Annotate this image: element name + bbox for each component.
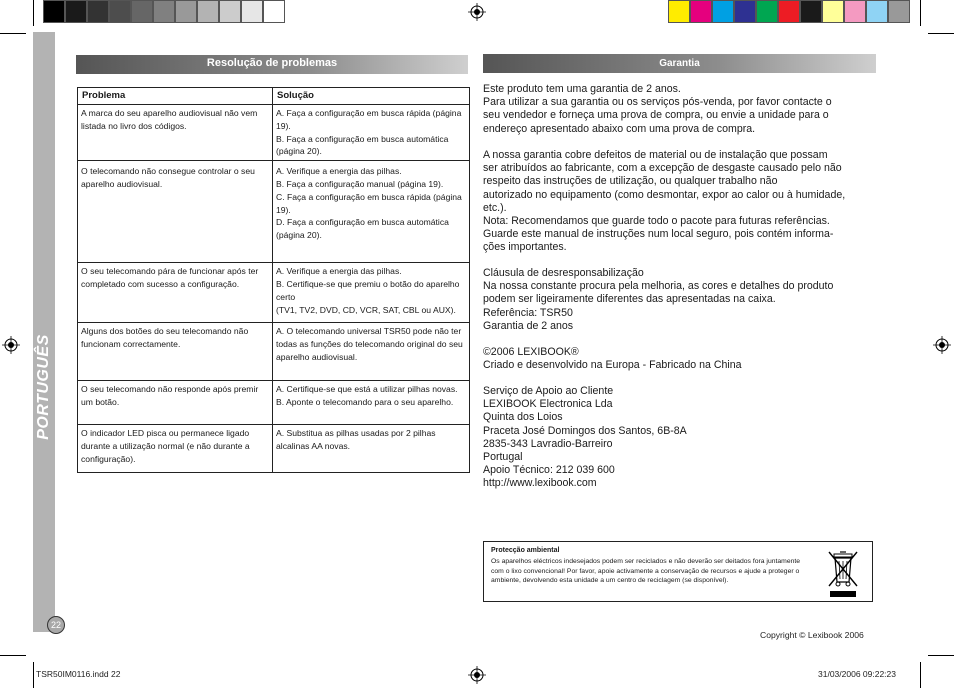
text-line: etc.). xyxy=(483,201,507,214)
text-line: respeito das instruções de utilização, ou qualquer trabalho não xyxy=(483,175,778,188)
table-row xyxy=(78,425,470,473)
calibration-swatch xyxy=(87,0,109,23)
calibration-swatch xyxy=(822,0,844,23)
table-row xyxy=(78,161,470,263)
calibration-swatch xyxy=(65,0,87,23)
calibration-swatch xyxy=(153,0,175,23)
grayscale-bar xyxy=(43,0,285,23)
crop-mark xyxy=(928,655,954,656)
calibration-swatch xyxy=(712,0,734,23)
text-line: Cláusula de desresponsabilização xyxy=(483,267,644,279)
calibration-swatch xyxy=(263,0,285,23)
calibration-swatch xyxy=(690,0,712,23)
calibration-swatch xyxy=(778,0,800,23)
registration-mark-icon xyxy=(468,666,486,684)
table-row xyxy=(78,105,470,161)
solution-line: B. Certifique-se que premiu o botão do aparelho certo xyxy=(276,278,460,302)
text-line: Portugal xyxy=(483,451,523,464)
calibration-swatch xyxy=(219,0,241,23)
text-line: Garantia de 2 anos xyxy=(483,319,574,332)
solution-line: (TV1, TV2, DVD, CD, VCR, SAT, CBL ou AUX). xyxy=(276,304,456,315)
copyright-note: Copyright © Lexibook 2006 xyxy=(760,630,864,640)
text-line: seu vendedor e forneça uma prova de compra, ou envie a unidade para o xyxy=(483,109,829,122)
solution-cell xyxy=(273,323,470,381)
registration-mark-icon xyxy=(2,336,20,354)
environment-title: Protecção ambiental xyxy=(491,547,560,554)
text-line: Nota: Recomendamos que guarde todo o pacote para futuras referências. xyxy=(483,215,830,228)
language-label: PORTUGUÊS xyxy=(35,334,52,440)
environment-text: Os aparelhos eléctricos indesejados podem ser reciclados e não deverão ser deitados fora juntamente com o lixo convencional! Por favor, apoie activamente a conservação de recursos e ajude a proteger o ambiente, devolvendo esta unidade a um centro de reciclagem (se disponível). xyxy=(491,558,801,584)
page-number: 22 xyxy=(47,616,65,634)
problem-cell: O seu telecomando pára de funcionar após ter completado com sucesso a configuração. xyxy=(78,263,273,323)
coverage-paragraph xyxy=(483,149,878,255)
crop-mark xyxy=(920,662,921,688)
calibration-swatch xyxy=(844,0,866,23)
solution-line: A. Certifique-se que está a utilizar pilhas novas. xyxy=(276,384,458,395)
solution-cell xyxy=(273,263,470,323)
crossed-out-wheelie-bin-icon xyxy=(826,548,860,598)
table-row xyxy=(78,263,470,323)
calibration-swatch xyxy=(241,0,263,23)
calibration-swatch xyxy=(734,0,756,23)
problem-cell: Alguns dos botões do seu telecomando não funcionam correctamente. xyxy=(78,323,273,381)
text-line: Referência: TSR50 xyxy=(483,306,573,319)
table-row xyxy=(78,323,470,381)
crop-mark xyxy=(920,0,921,26)
troubleshooting-table xyxy=(77,87,470,473)
crop-mark xyxy=(0,655,26,656)
text-line: autorizado no equipamento (como desmontar, expor ao calor ou à humidade, xyxy=(483,188,846,201)
color-bar xyxy=(668,0,910,23)
solution-line: A. Verifique a energia das pilhas. xyxy=(276,166,402,177)
text-line: ser atribuídos ao fabricante, com a excepção de desgaste causado pelo não xyxy=(483,162,842,175)
text-line: ©2006 LEXIBOOK® xyxy=(483,346,579,358)
solution-cell xyxy=(273,425,470,473)
disclaimer-paragraph xyxy=(483,267,878,333)
registration-mark-icon xyxy=(933,336,951,354)
language-side-tab xyxy=(33,32,55,632)
solution-line: A. Substitua as pilhas usadas por 2 pilhas alcalinas AA novas. xyxy=(276,428,436,451)
text-line: Apoio Técnico: 212 039 600 xyxy=(483,464,615,477)
crop-mark xyxy=(0,33,26,34)
support-address xyxy=(483,385,878,491)
solution-line: D. Faça a configuração em busca automática (página 20). xyxy=(276,217,449,241)
text-line: Este produto tem uma garantia de 2 anos. xyxy=(483,83,681,95)
solution-line: B. Faça a configuração manual (página 19). xyxy=(276,178,444,189)
crop-mark xyxy=(33,0,34,26)
text-line: Criado e desenvolvido na Europa - Fabricado na China xyxy=(483,359,742,372)
table-header-row xyxy=(78,88,470,105)
solution-cell xyxy=(273,381,470,425)
calibration-swatch xyxy=(197,0,219,23)
problem-column-header: Problema xyxy=(78,88,273,105)
text-line: Na nossa constante procura pela melhoria, as cores e detalhes do produto xyxy=(483,280,834,293)
solution-column-header: Solução xyxy=(273,88,470,105)
problem-cell: O telecomando não consegue controlar o seu aparelho audiovisual. xyxy=(78,161,273,263)
warranty-paragraph xyxy=(483,83,878,136)
solution-line: C. Faça a configuração em busca rápida (página 19). xyxy=(276,191,462,215)
solution-cell xyxy=(273,161,470,263)
problem-cell: A marca do seu aparelho audiovisual não vem listada no livro dos códigos. xyxy=(78,105,273,161)
troubleshooting-header: Resolução de problemas xyxy=(76,55,468,74)
calibration-swatch xyxy=(175,0,197,23)
calibration-swatch xyxy=(866,0,888,23)
solution-line: B. Faça a configuração em busca automática (página 20). xyxy=(276,133,449,157)
text-line: Serviço de Apoio ao Cliente xyxy=(483,385,614,397)
problem-cell: O indicador LED pisca ou permanece ligado durante a utilização normal (e não durante a configuração). xyxy=(78,425,273,473)
text-line: ções importantes. xyxy=(483,241,567,254)
problem-cell: O seu telecomando não responde após premir um botão. xyxy=(78,381,273,425)
solution-line: B. Aponte o telecomando para o seu aparelho. xyxy=(276,396,454,407)
solution-line: A. Verifique a energia das pilhas. xyxy=(276,266,402,277)
text-line: A nossa garantia cobre defeitos de material ou de instalação que possam xyxy=(483,149,828,161)
text-line: Praceta José Domingos dos Santos, 6B-8A xyxy=(483,424,687,437)
calibration-swatch xyxy=(109,0,131,23)
text-line: Quinta dos Loios xyxy=(483,411,563,424)
text-line: 2835-343 Lavradio-Barreiro xyxy=(483,437,613,450)
calibration-swatch xyxy=(668,0,690,23)
text-line: podem ser ligeiramente diferentes das apresentadas na caixa. xyxy=(483,293,776,306)
calibration-swatch xyxy=(756,0,778,23)
registration-mark-icon xyxy=(468,3,486,21)
text-line: endereço apresentado abaixo com uma prova de compra. xyxy=(483,122,756,135)
crop-mark xyxy=(928,33,954,34)
environment-notice-box xyxy=(483,541,873,602)
text-line: LEXIBOOK Electronica Lda xyxy=(483,398,613,411)
calibration-swatch xyxy=(43,0,65,23)
text-line: Guarde este manual de instruções num local seguro, pois contém informa- xyxy=(483,228,834,241)
solution-line: A. Faça a configuração em busca rápida (página 19). xyxy=(276,108,462,131)
solution-cell xyxy=(273,105,470,161)
table-row xyxy=(78,381,470,425)
copyright-paragraph xyxy=(483,346,878,372)
crop-mark xyxy=(33,662,34,688)
warranty-header: Garantia xyxy=(483,54,876,73)
calibration-swatch xyxy=(888,0,910,23)
file-info: TSR50IM0116.indd 22 xyxy=(36,669,121,679)
text-line: Para utilizar a sua garantia ou os serviços pós-venda, por favor contacte o xyxy=(483,96,832,109)
website-link[interactable]: http://www.lexibook.com xyxy=(483,477,597,490)
calibration-swatch xyxy=(131,0,153,23)
print-date: 31/03/2006 09:22:23 xyxy=(818,669,896,679)
solution-line: A. O telecomando universal TSR50 pode não ter todas as funções do telecomando original do seu aparelho audiovisual. xyxy=(276,326,463,362)
calibration-swatch xyxy=(800,0,822,23)
